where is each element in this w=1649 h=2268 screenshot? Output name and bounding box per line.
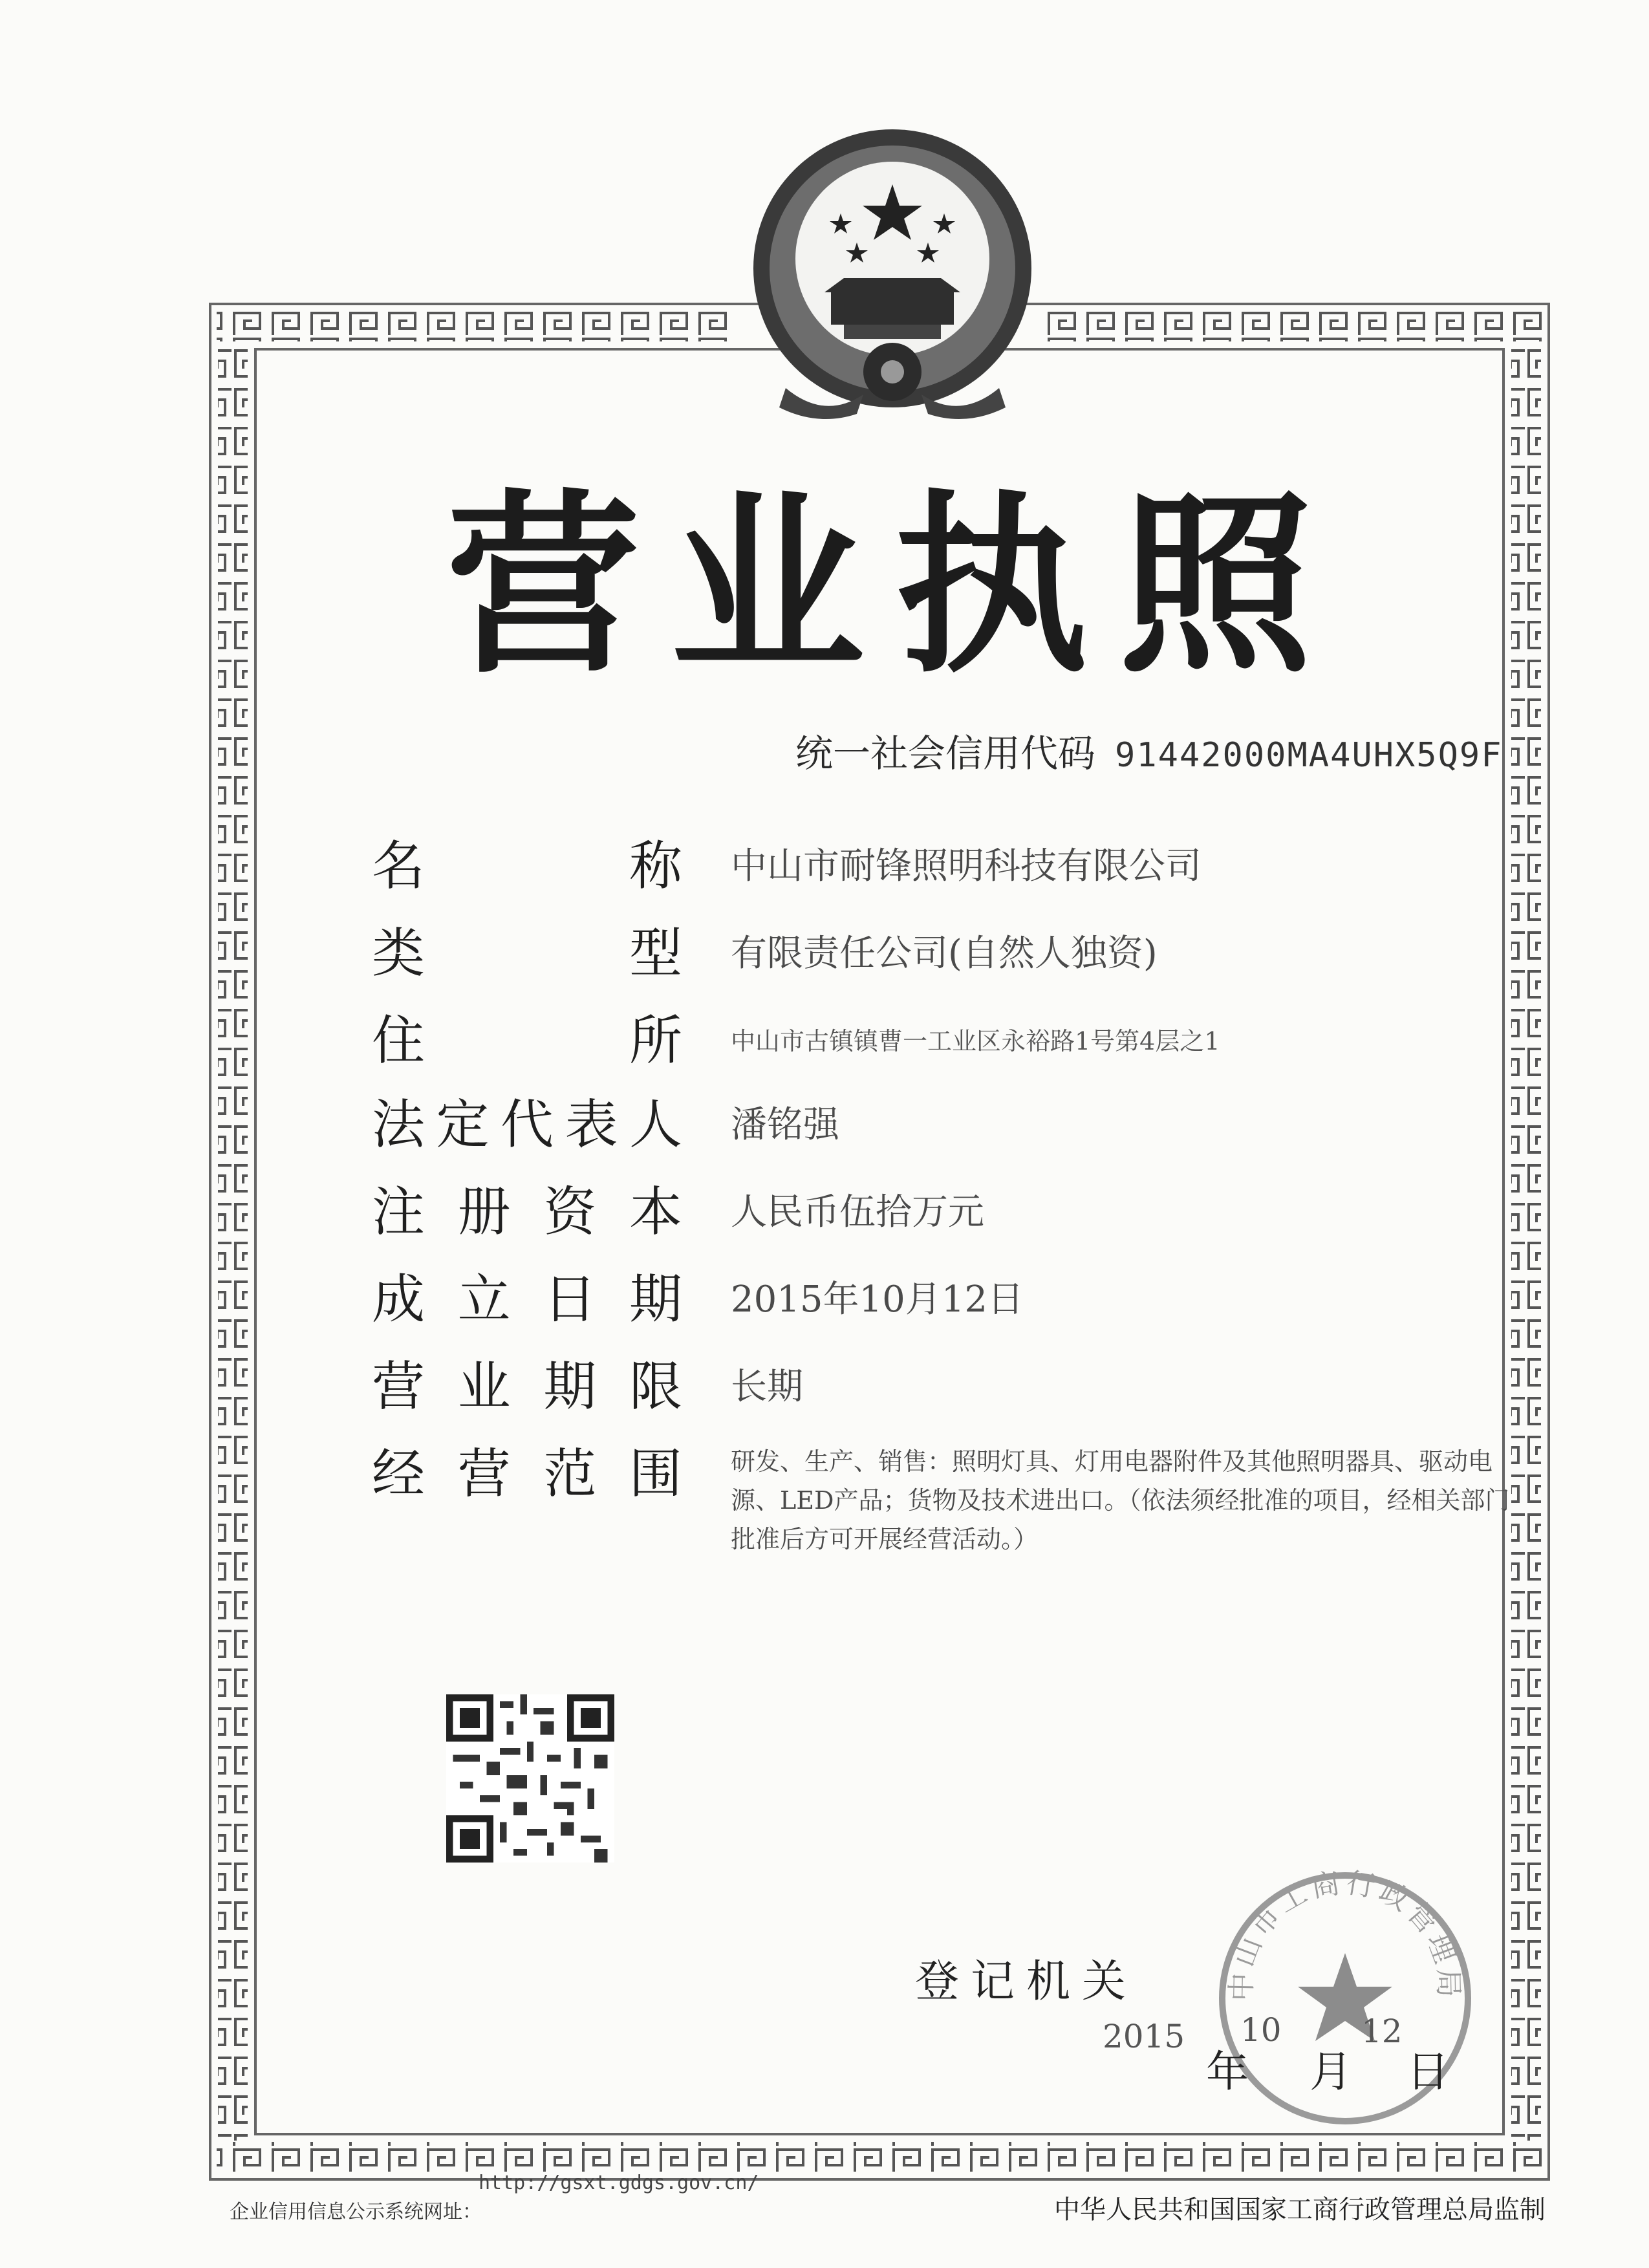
reg-year: 2015 [1103,2018,1185,2055]
title-char: 营 [446,471,640,699]
label-char: 立 [457,1269,511,1330]
registration-authority-label: 登记机关 [915,1956,1138,2007]
field-value-legal-rep: 潘铭强 [731,1104,839,1146]
label-char: 所 [629,1010,682,1072]
seal-text: 中山市工商行政管理局 [1225,1866,1465,2002]
reg-day-unit: 日 [1406,2047,1449,2097]
field-label [372,1093,682,1158]
field-value-company-name: 中山市耐锋照明科技有限公司 [731,845,1202,887]
label-char: 称 [629,836,682,897]
credit-code-label: 统一社会信用代码 [795,731,1096,775]
field-value-business-term: 长期 [731,1366,803,1408]
label-char: 限 [629,1356,682,1418]
label-char: 营 [457,1443,511,1505]
field-label [372,1442,682,1507]
label-char: 业 [457,1356,511,1418]
label-char: 范 [543,1443,597,1505]
label-char: 期 [543,1356,597,1418]
label-char: 名 [372,836,426,897]
footer-left-text: 企业信用信息公示系统网址： [230,2201,482,2223]
field-value-address: 中山市古镇镇曹一工业区永裕路1号第4层之1 [731,1027,1220,1055]
label-char: 人 [629,1094,682,1156]
label-char: 日 [543,1269,597,1330]
field-label [372,922,682,986]
label-char: 成 [372,1269,426,1330]
label-char: 经 [372,1443,426,1505]
field-value-company-type: 有限责任公司(自然人独资) [731,933,1158,975]
footer-url-link[interactable]: http://gsxt.gdgs.gov.cn/ [479,2172,759,2194]
label-char: 资 [543,1182,597,1243]
title-char: 业 [670,471,865,699]
footer-right-text: 中华人民共和国国家工商行政管理总局监制 [1054,2195,1546,2225]
field-value-established-date: 2015年10月12日 [731,1279,1024,1321]
reg-day: 12 [1361,2013,1403,2050]
field-label [372,1009,682,1074]
reg-month: 10 [1240,2011,1282,2049]
label-char: 代 [500,1094,554,1156]
label-char: 围 [629,1443,682,1505]
label-char: 注 [372,1182,426,1243]
reg-year-unit: 年 [1206,2047,1249,2097]
label-char: 定 [436,1094,490,1156]
credit-code-value: 91442000MA4UHX5Q9F [1115,736,1503,775]
field-value-capital: 人民币伍拾万元 [731,1191,984,1233]
credit-code [795,723,1520,781]
field-label [372,1268,682,1332]
label-char: 期 [629,1269,682,1330]
field-value-business-scope: 研发、生产、销售：照明灯具、灯用电器附件及其他照明器具、驱动电源、LED产品；货物及技术进出口。（依法须经批准的项目，经相关部门批准后方可开展经营活动。） [731,1447,1510,1553]
label-char: 册 [457,1182,511,1243]
label-char: 法 [372,1094,426,1156]
reg-month-unit: 月 [1310,2047,1352,2097]
title-char: 执 [894,471,1089,699]
label-char: 住 [372,1010,426,1072]
national-emblem-icon [734,123,1051,427]
label-char: 类 [372,923,426,984]
title-char: 照 [1118,471,1313,699]
label-char: 表 [565,1094,618,1156]
field-label [372,834,682,899]
field-label [372,1180,682,1245]
qr-code[interactable] [446,1694,614,1863]
label-char: 型 [629,923,682,984]
label-char: 营 [372,1356,426,1418]
label-char: 本 [629,1182,682,1243]
field-label [372,1355,682,1420]
document-title [446,471,1313,699]
